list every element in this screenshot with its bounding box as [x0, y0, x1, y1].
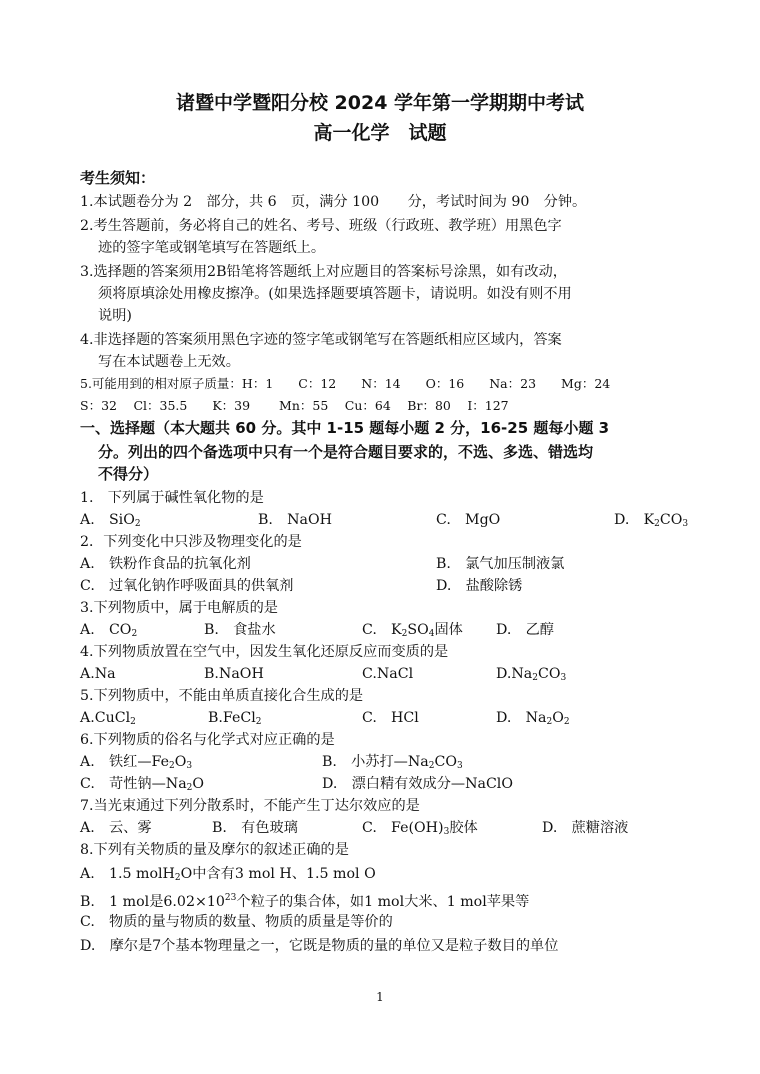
- section-heading: 不得分）: [98, 465, 159, 483]
- option-b: B. 小苏打$—Na_2CO_3$: [322, 754, 463, 771]
- question-stem: 1. 下列属于碱性氧化物的是: [80, 490, 264, 506]
- section-heading: 分。列出的四个备选项中只有一个是符合题目要求的，不选、多选、错选均: [98, 443, 594, 461]
- notice-heading: 考生须知：: [80, 169, 156, 187]
- option-b: B. 1 mol是$6.02\times 10^{23}$个粒子的集合体，如1 mol大米、1 mol苹果等: [80, 893, 530, 910]
- notice-item: S：32 Cl：35.5 K：39 Mn：55 Cu：64 Br：80 I：127: [80, 398, 509, 413]
- option-d: D. $K_2CO_3$: [614, 512, 689, 529]
- section-heading: 一、选择题（本大题共 60 分。其中 1-15 题每小题 2 分，16-25 题每小题 3: [80, 419, 610, 437]
- option-d: D. 漂白精有效成分—NaClO: [322, 776, 513, 792]
- question-stem: 2．下列变化中只涉及物理变化的是: [80, 534, 302, 550]
- notice-item: 5.可能用到的相对原子质量：H：1 C：12 N：14 O：16 Na：23 Mg：24: [80, 376, 611, 391]
- option-d: D. 盐酸除锈: [436, 578, 523, 594]
- notice-item: 4.非选择题的答案须用黑色字迹的签字笔或钢笔写在答题纸相应区域内，答案: [80, 332, 562, 348]
- option-c: C. 物质的量与物质的数量、物质的质量是等价的: [80, 914, 393, 930]
- notice-item: 1.本试题卷分为 2 部分，共 6 页，满分 100 分，考试时间为 90 分钟。: [80, 194, 587, 210]
- option-a: A. 1.5 molH$_2$O中含有3 mol H、1.5 mol O: [80, 866, 376, 883]
- notice-item: 须将原填涂处用橡皮擦净。(如果选择题要填答题卡，请说明。如没有则不用: [98, 286, 572, 302]
- notice-item: 3.选择题的答案须用2B铅笔将答题纸上对应题目的答案标号涂黑，如有改动，: [80, 264, 567, 280]
- exam-title: 诸暨中学暨阳分校 2024 学年第一学期期中考试: [175, 92, 585, 114]
- notice-item: 写在本试题卷上无效。: [98, 354, 240, 370]
- option-d: D. 乙醇: [496, 622, 554, 638]
- option-b: B. 有色玻璃: [212, 820, 298, 836]
- option-d: $D.Na_2CO_3$: [496, 666, 567, 683]
- option-b: B. 食盐水: [204, 622, 276, 638]
- question-stem: 4.下列物质放置在空气中，因发生氧化还原反应而变质的是: [80, 644, 449, 660]
- notice-item: 2.考生答题前，务必将自己的姓名、考号、班级（行政班、教学班）用黑色字: [80, 218, 562, 234]
- option-d: D. 摩尔是7个基本物理量之一，它既是物质的量的单位又是粒子数目的单位: [80, 938, 559, 954]
- option-b: B.FeCl$_2$: [208, 710, 262, 727]
- option-c: C. HCl: [362, 710, 419, 726]
- option-b: B.NaOH: [204, 666, 264, 682]
- option-a: A. 铁红$—Fe_2O_3$: [80, 754, 193, 771]
- option-a: A. 铁粉作食品的抗氧化剂: [80, 556, 251, 572]
- option-c: C. 苛性钠$—Na_2O$: [80, 776, 205, 793]
- page-number: 1: [376, 990, 384, 1004]
- notice-item: 迹的签字笔或钢笔填写在答题纸上。: [98, 240, 326, 256]
- question-stem: 7.当光束通过下列分散系时，不能产生丁达尔效应的是: [80, 798, 420, 814]
- option-a: A. 云、雾: [80, 820, 152, 836]
- option-c: C. MgO: [436, 512, 501, 528]
- option-d: D. 蔗糖溶液: [542, 820, 629, 836]
- question-stem: 8.下列有关物质的量及摩尔的叙述正确的是: [80, 842, 349, 858]
- option-b: B. NaOH: [258, 512, 332, 528]
- option-c: C. $K_2SO_4$固体: [362, 622, 463, 639]
- question-stem: 6.下列物质的俗名与化学式对应正确的是: [80, 732, 335, 748]
- option-b: B. 氯气加压制液氯: [436, 556, 565, 572]
- option-a: A. SiO$_2$: [80, 512, 141, 529]
- notice-item: 说明): [98, 308, 132, 324]
- option-c: C. $Fe(OH)_3$胶体: [362, 820, 478, 837]
- option-a: A. $CO_2$: [80, 622, 138, 639]
- option-c: C. 过氧化钠作呼吸面具的供氧剂: [80, 578, 294, 594]
- option-c: C.NaCl: [362, 666, 414, 682]
- option-a: A.CuCl$_2$: [80, 710, 136, 727]
- option-a: A.Na: [80, 666, 116, 682]
- question-stem: 5.下列物质中，不能由单质直接化合生成的是: [80, 688, 364, 704]
- exam-subtitle: 高一化学 试题: [313, 122, 447, 144]
- option-d: D. $Na_2O_2$: [496, 710, 570, 727]
- question-stem: 3.下列物质中，属于电解质的是: [80, 600, 278, 616]
